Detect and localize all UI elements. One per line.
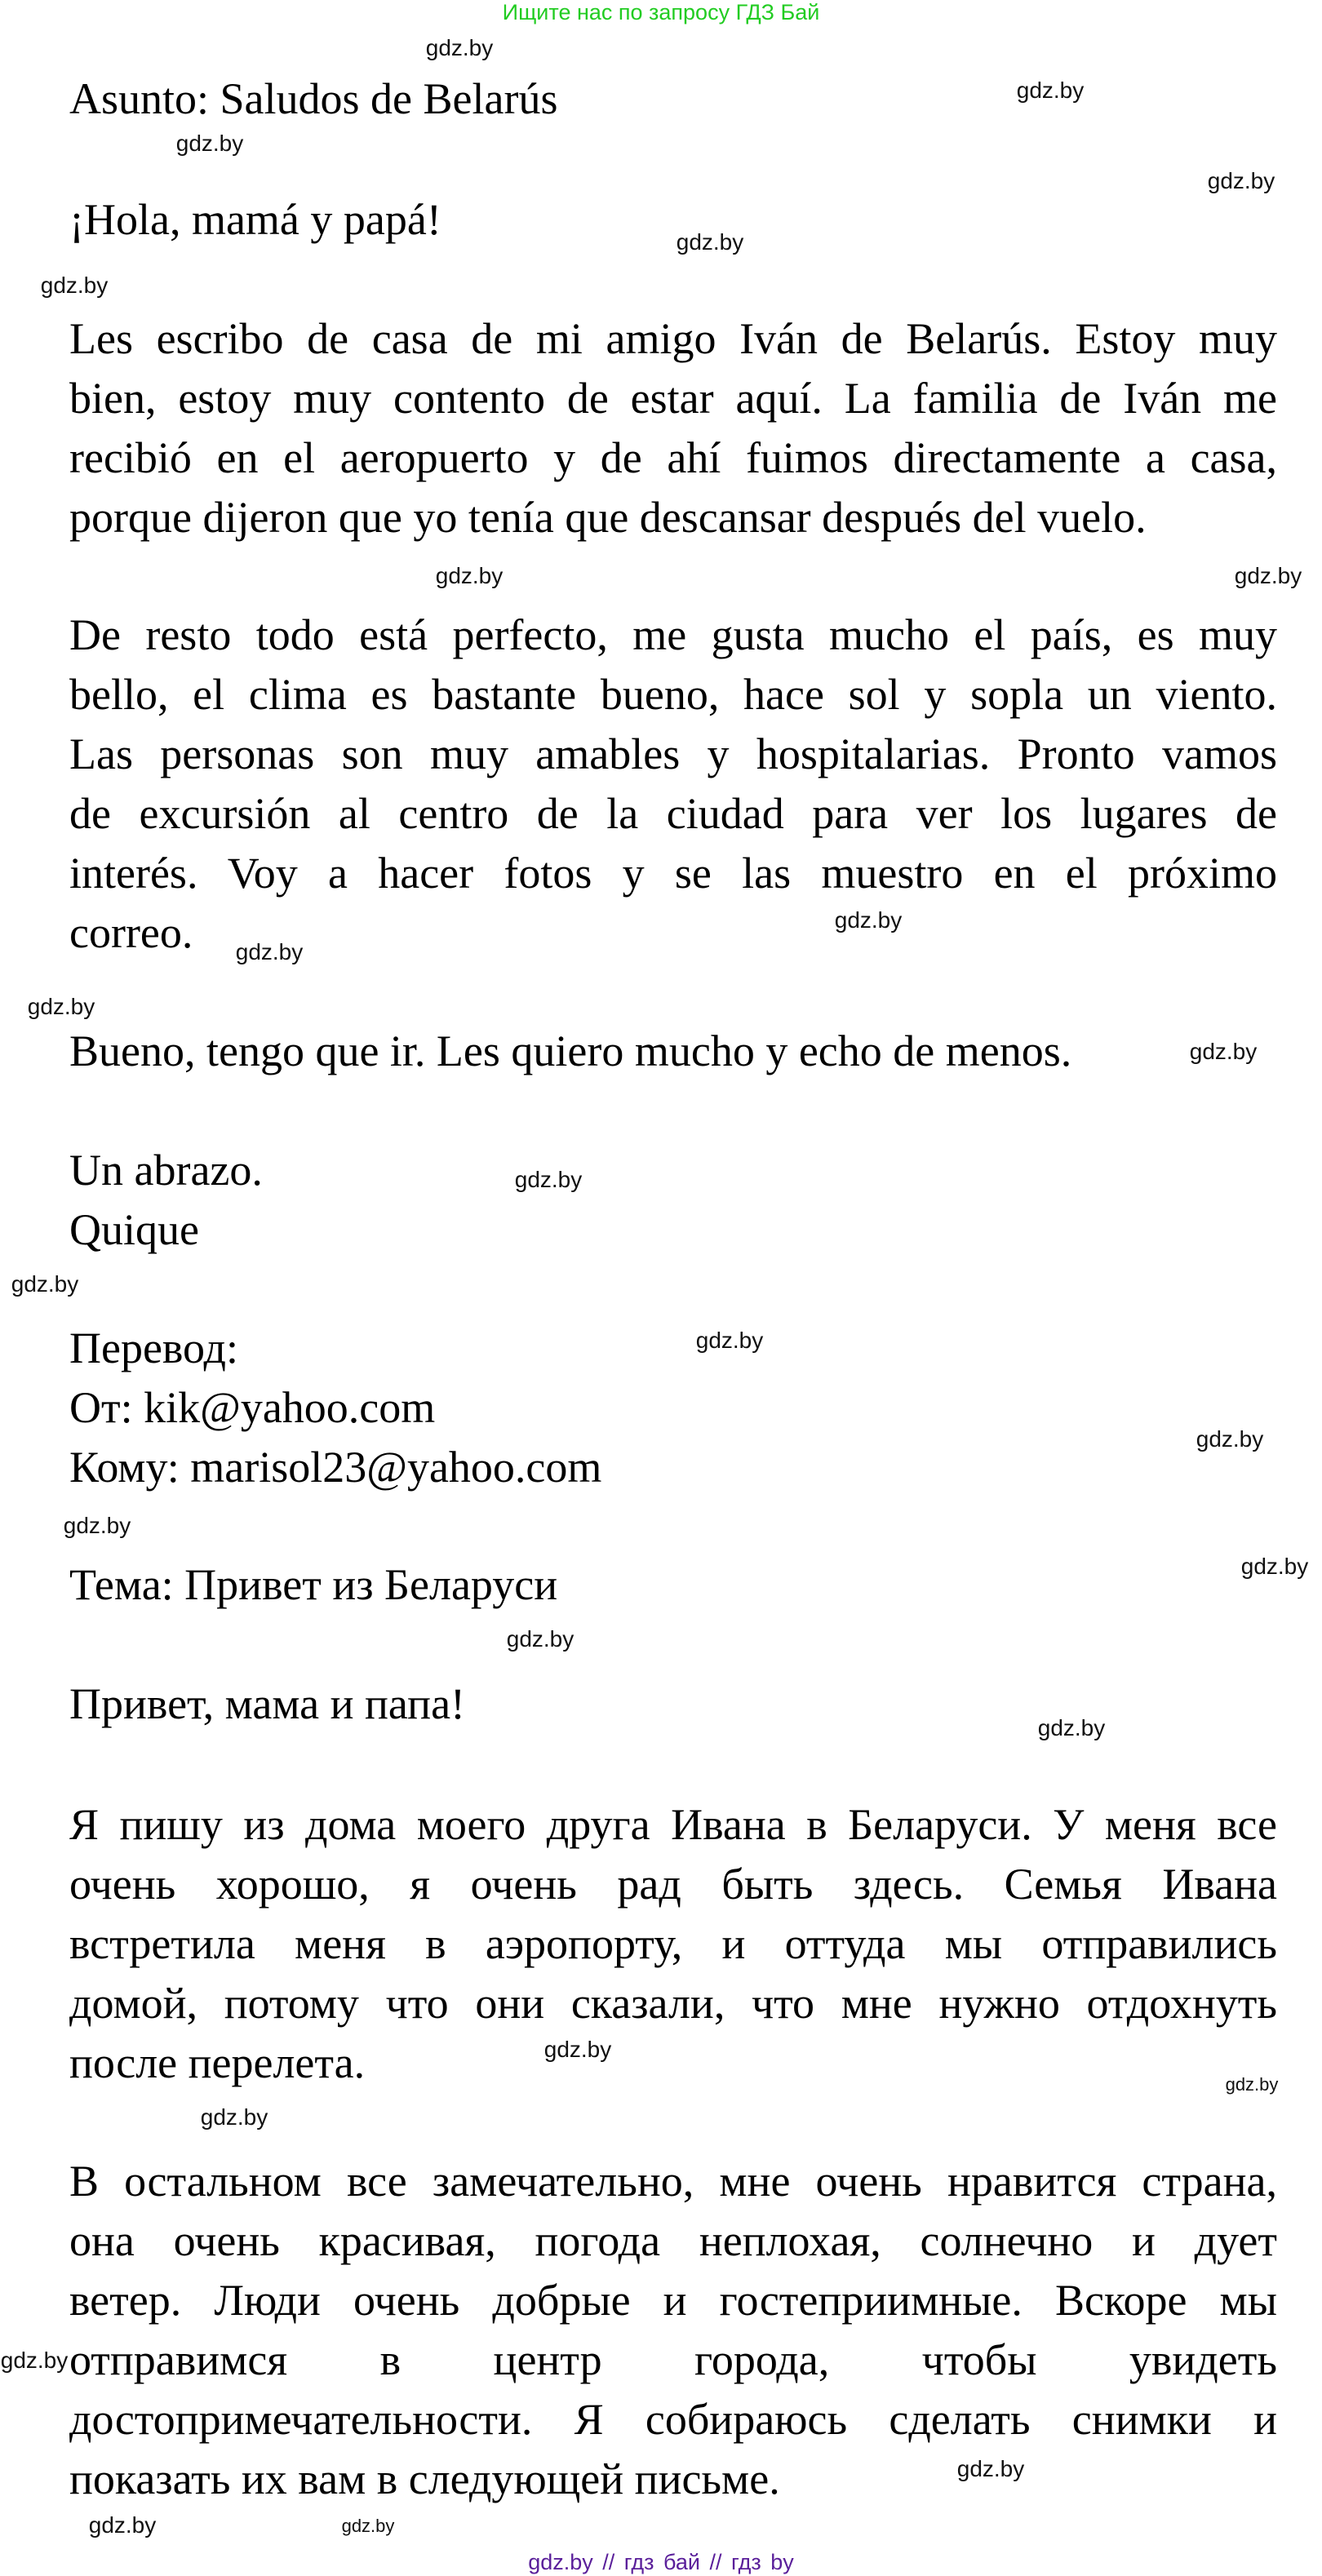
translation-greeting: Привет, мама и папа!	[69, 1679, 466, 1728]
spanish-subject: Asunto: Saludos de Belarús	[69, 74, 558, 123]
text-line: очень хорошо, я очень рад быть здесь. Семья Ивана	[69, 1860, 1277, 1909]
text-line: после перелета.	[69, 2038, 366, 2087]
watermark: gdz.by	[514, 1167, 583, 1192]
watermark: gdz.by	[956, 2456, 1025, 2481]
watermark: gdz.by	[425, 35, 494, 60]
watermark: gdz.by	[1196, 1426, 1264, 1452]
watermark: gdz.by	[543, 2037, 612, 2062]
watermark: gdz.by	[11, 1271, 79, 1297]
search-banner[interactable]: Ищите нас по запросу ГДЗ Бай	[502, 0, 820, 24]
text-line: показать их вам в следующей письме.	[69, 2454, 780, 2503]
watermark: gdz.by	[1016, 78, 1085, 103]
watermark: gdz.by	[676, 229, 744, 255]
watermark: gdz.by	[40, 273, 109, 298]
watermark: gdz.by	[435, 563, 504, 588]
watermark: gdz.by	[63, 1513, 131, 1538]
text-line: recibió en el aeropuerto y de ahí fuimos directamente a casa,	[69, 433, 1277, 482]
spanish-paragraph-2	[69, 605, 1277, 963]
text-line: interés. Voy a hacer fotos y se las muestro en el próximo	[69, 849, 1277, 898]
text-line: ветер. Люди очень добрые и гостеприимные. Вскоре мы	[69, 2276, 1277, 2325]
watermark: gdz.by	[1037, 1715, 1106, 1740]
text-line: correo.	[69, 908, 193, 957]
watermark: gdz.by	[0, 2348, 69, 2373]
text-line: Les escribo de casa de mi amigo Iván de Belarús. Estoy muy	[69, 314, 1277, 363]
translation-to: Кому: marisol23@yahoo.com	[69, 1443, 602, 1492]
text-line: De resto todo está perfecto, me gusta mucho el país, es muy	[69, 610, 1277, 659]
watermark: gdz.by	[341, 2516, 395, 2536]
spanish-paragraph-1	[69, 309, 1277, 548]
watermark: gdz.by	[1189, 1039, 1258, 1064]
watermark: gdz.by	[695, 1328, 764, 1353]
text-line: встретила меня в аэропорту, и оттуда мы отправились	[69, 1919, 1277, 1968]
watermark: gdz.by	[834, 907, 903, 933]
spanish-signature: Quique	[69, 1205, 199, 1254]
watermark: gdz.by	[1240, 1554, 1309, 1579]
text-line: porque dijeron que yo tenía que descansar después del vuelo.	[69, 493, 1147, 542]
text-line: bello, el clima es bastante bueno, hace sol y sopla un viento.	[69, 670, 1277, 719]
text-line: домой, потому что они сказали, что мне нужно отдохнуть	[69, 1979, 1277, 2028]
translation-from: От: kik@yahoo.com	[69, 1383, 436, 1432]
text-line: она очень красивая, погода неплохая, солнечно и дует	[69, 2216, 1277, 2265]
text-line: отправимся в центр города, чтобы увидеть	[69, 2335, 1277, 2384]
translation-heading: Перевод:	[69, 1323, 238, 1372]
translation-paragraph-2	[69, 2152, 1277, 2509]
spanish-closing: Bueno, tengo que ir. Les quiero mucho y echo de menos.	[69, 1026, 1072, 1075]
spanish-signoff: Un abrazo.	[69, 1146, 263, 1195]
watermark: gdz.by	[1225, 2074, 1279, 2095]
watermark: gdz.by	[88, 2512, 157, 2538]
watermark: gdz.by	[235, 939, 304, 964]
text-line: В остальном все замечательно, мне очень нравится страна,	[69, 2157, 1277, 2206]
watermark: gdz.by	[1234, 563, 1302, 588]
text-line: Я пишу из дома моего друга Ивана в Беларуси. У меня все	[69, 1800, 1277, 1849]
watermark: gdz.by	[27, 994, 95, 1019]
watermark: gdz.by	[200, 2104, 268, 2130]
text-line: Las personas son muy amables y hospitalarias. Pronto vamos	[69, 729, 1277, 778]
text-line: de excursión al centro de la ciudad para ver los lugares de	[69, 789, 1277, 838]
watermark: gdz.by	[506, 1626, 574, 1652]
translation-subject: Тема: Привет из Беларуси	[69, 1560, 558, 1609]
text-line: достопримечательности. Я собираюсь сделать снимки и	[69, 2395, 1277, 2444]
watermark: gdz.by	[175, 131, 244, 156]
translation-paragraph-1	[69, 1795, 1277, 2093]
watermark: gdz.by	[1207, 168, 1275, 193]
spanish-greeting: ¡Hola, mamá y papá!	[69, 195, 441, 244]
footer-links[interactable]: gdz.by // гдз бай // гдз by	[528, 2550, 794, 2574]
text-line: bien, estoy muy contento de estar aquí. La familia de Iván me	[69, 374, 1277, 423]
